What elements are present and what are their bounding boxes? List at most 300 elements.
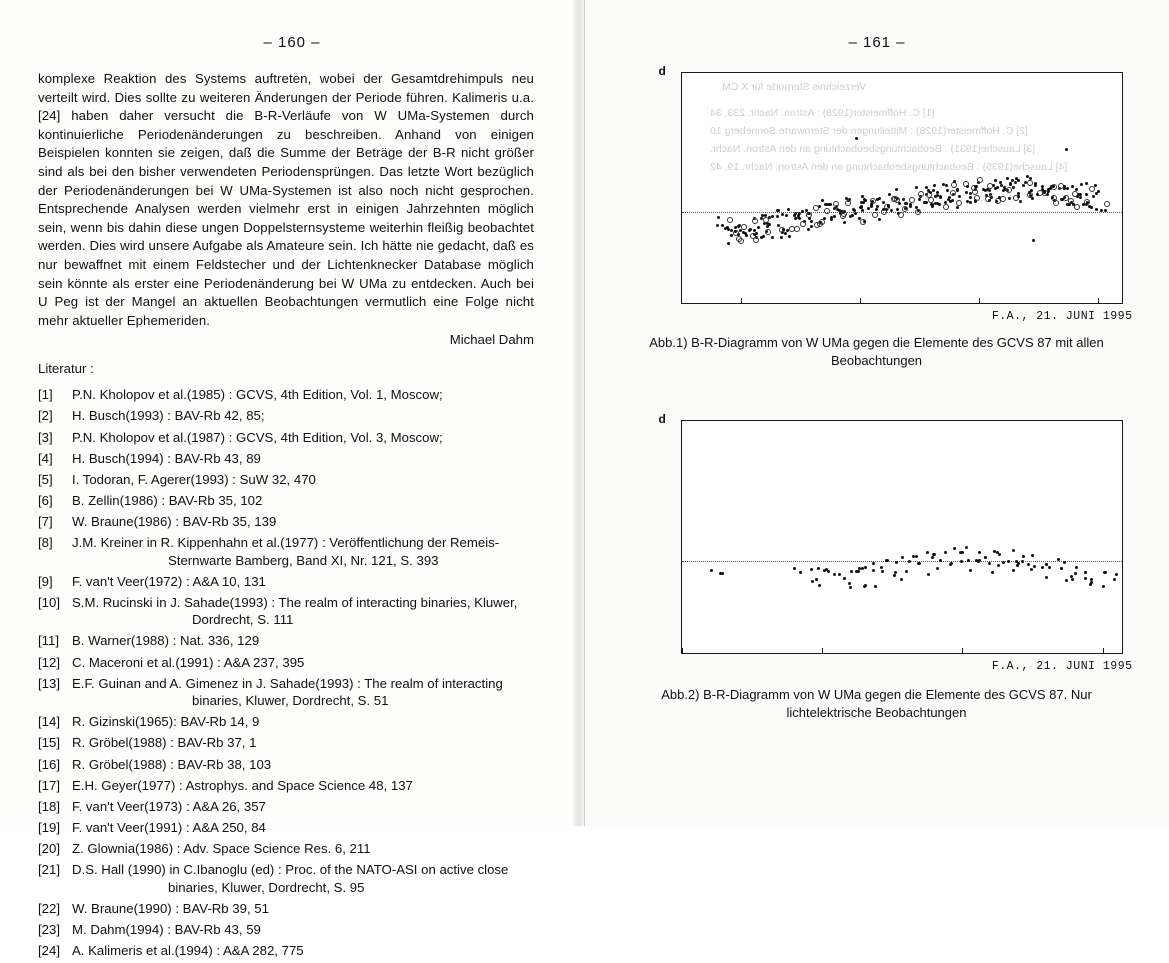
right-page <box>584 0 1169 826</box>
data-point <box>956 200 962 206</box>
data-point <box>787 208 790 211</box>
figure-2-plot <box>609 410 1145 682</box>
data-point <box>817 221 823 227</box>
data-point <box>953 547 956 550</box>
data-point <box>776 215 779 218</box>
data-point <box>1022 555 1025 558</box>
reference-text: H. Busch(1994) : BAV-Rb 43, 89 <box>72 450 534 468</box>
data-point <box>880 566 883 569</box>
data-point <box>1066 187 1069 190</box>
data-point <box>1092 195 1095 198</box>
data-point <box>785 214 788 217</box>
data-point <box>969 196 972 199</box>
data-point <box>939 559 942 562</box>
data-point <box>843 221 846 224</box>
data-point <box>902 198 905 201</box>
data-point <box>1012 186 1015 189</box>
data-point <box>872 569 875 572</box>
reference-item <box>38 471 534 489</box>
data-point <box>849 586 852 589</box>
chart-1-axes <box>681 72 1123 304</box>
main-paragraph: komplexe Reaktion des Systems auftreten, wobei der Gesamtdrehimpuls neu verteilt wird. Dies sollte zu weiteren Änderungen der Periode führen. Kalimeris u.a.[24] haben daher versucht die B-R-Verläufe von W UMa-Systemen durch kontinuierliche Periodenänderungen zu beschreiben. Anhand von einigen Beispielen konnten sie zeigen, daß die Summe der Beträge der B-R nicht größer sind als bei den bisher verwendeten Periodensprüngen. Das letzte Wort bezüglich der Periodenänderungen bei W UMa-Systemen ist also noch nicht gesprochen. Entsprechende Analysen werden vielmehr erst in einigen Jahrzehnten möglich sein, wenn bis dahin diese ungen Doppelsternsysteme weiterhin fleißig beobachtet werden. Dies wird unsere Aufgabe als Amateure sein. Ich hätte nie gedacht, daß es nur bewaffnet mit einem Feldstecher und der Lichtenknecker Database möglich sein könnte als erster eine Periodenänderung bei W UMa zu entdecken. Auch bei U Peg ist der Mangel an aktuellen Beobachtungen vermutlich eine Folge nicht mehr aktueller Ephemeriden. <box>38 70 534 330</box>
figure-1-plot <box>609 62 1145 340</box>
zero-reference-line <box>682 561 1122 562</box>
data-point <box>813 205 819 211</box>
data-point <box>821 199 824 202</box>
data-point <box>918 191 924 197</box>
reference-number: [3] <box>38 429 72 447</box>
y-tick <box>681 91 682 92</box>
reference-text: M. Dahm(1994) : BAV-Rb 43, 59 <box>72 921 534 939</box>
data-point <box>894 571 897 574</box>
data-point <box>931 556 934 559</box>
reference-number: [23] <box>38 921 72 939</box>
data-point <box>961 551 964 554</box>
data-point <box>1026 175 1029 178</box>
data-point <box>1046 193 1049 196</box>
reference-text: W. Braune(1990) : BAV-Rb 39, 51 <box>72 900 534 918</box>
data-point <box>721 224 724 227</box>
data-point <box>1079 196 1082 199</box>
y-axis-unit-label: d <box>659 412 666 426</box>
data-point <box>838 573 841 576</box>
reference-text: B. Zellin(1986) : BAV-Rb 35, 102 <box>72 492 534 510</box>
literature-heading: Literatur : <box>38 361 534 376</box>
data-point <box>878 218 881 221</box>
data-point <box>721 572 724 575</box>
reference-text-line1: D.S. Hall (1990) in C.Ibanoglu (ed) : Proc. of the NATO-ASI on active close <box>72 862 508 877</box>
data-point <box>917 562 920 565</box>
data-point <box>965 191 968 194</box>
data-point <box>1007 560 1010 563</box>
data-point <box>948 196 951 199</box>
data-point <box>1002 561 1005 564</box>
data-point <box>915 186 918 189</box>
data-point <box>878 197 881 200</box>
reference-text: F. van't Veer(1973) : A&A 26, 357 <box>72 798 534 816</box>
data-point <box>949 200 952 203</box>
data-point <box>768 223 771 226</box>
figure-2-credit: F.A., 21. JUNI 1995 <box>992 660 1133 673</box>
data-point <box>1000 196 1006 202</box>
data-point <box>1027 563 1030 566</box>
reference-item <box>38 861 534 896</box>
data-point <box>944 201 947 204</box>
data-point <box>944 551 947 554</box>
data-point <box>912 555 915 558</box>
data-point <box>843 577 846 580</box>
data-point <box>810 225 813 228</box>
reference-number: [6] <box>38 492 72 510</box>
x-tick <box>962 648 963 654</box>
x-tick <box>1103 648 1104 654</box>
data-point <box>794 217 797 220</box>
reference-item <box>38 756 534 774</box>
data-point <box>823 217 826 220</box>
data-point <box>978 551 981 554</box>
y-axis-unit-label: d <box>659 64 666 78</box>
data-point <box>849 215 852 218</box>
reference-text: R. Gizinski(1965): BAV-Rb 14, 9 <box>72 713 534 731</box>
reference-text: F. van't Veer(1991) : A&A 250, 84 <box>72 819 534 837</box>
data-point <box>833 215 836 218</box>
data-point <box>987 183 993 189</box>
reference-text: Z. Glownia(1986) : Adv. Space Science Res. 6, 211 <box>72 840 534 858</box>
data-point <box>1103 571 1106 574</box>
data-point <box>810 568 813 571</box>
data-point <box>1017 562 1020 565</box>
data-point <box>1050 185 1053 188</box>
data-point <box>974 195 980 201</box>
reference-number: [21] <box>38 861 72 896</box>
data-point <box>1104 209 1107 212</box>
data-point <box>1095 208 1098 211</box>
reference-text <box>72 861 534 896</box>
data-point <box>1048 566 1051 569</box>
reference-text: A. Kalimeris et al.(1994) : A&A 282, 775 <box>72 942 534 960</box>
reference-item <box>38 513 534 531</box>
data-point <box>904 202 907 205</box>
reference-number: [13] <box>38 675 72 710</box>
figure-2-caption-line1: Abb.2) B-R-Diagramm von W UMa gegen die Elemente des GCVS 87. Nur <box>609 686 1145 704</box>
data-point <box>749 228 752 231</box>
x-tick <box>860 298 861 304</box>
data-point <box>1115 573 1118 576</box>
reference-item <box>38 675 534 710</box>
data-point <box>1089 186 1095 192</box>
reference-text: B. Warner(1988) : Nat. 336, 129 <box>72 632 534 650</box>
x-tick <box>822 648 823 654</box>
data-point <box>967 559 970 562</box>
data-point <box>833 573 836 576</box>
data-point <box>990 196 993 199</box>
y-tick <box>681 273 682 274</box>
x-tick <box>979 298 980 304</box>
data-point <box>909 205 912 208</box>
data-point <box>872 562 875 565</box>
figure-1-caption-line1: Abb.1) B-R-Diagramm von W UMa gegen die Elemente des GCVS 87 mit allen <box>609 334 1145 352</box>
bleedthrough-text: [4] Lausche(1935) : Beobachtungsbeobachtung an den Astron. Nachr. 19, 42 <box>710 161 1067 173</box>
left-page <box>0 0 584 826</box>
data-point <box>855 570 858 573</box>
reference-text <box>72 534 534 569</box>
reference-text-line2: Sternwarte Bamberg, Band XI, Nr. 121, S. 393 <box>72 552 534 570</box>
data-point <box>793 567 796 570</box>
data-point <box>765 229 771 235</box>
bleedthrough-text: [3] Lausche(1931) : Beobachtungsbeobachtung an den Astron. Nachr. <box>710 143 1035 155</box>
data-point <box>958 195 961 198</box>
data-point <box>932 553 935 556</box>
reference-text <box>72 675 534 710</box>
bleedthrough-text: [1] C. Hoffmeister(1928) : Astron. Nachr. 233, 34 <box>710 107 935 119</box>
data-point <box>966 185 969 188</box>
data-point <box>1084 199 1090 205</box>
data-point <box>1085 193 1088 196</box>
data-point <box>1012 569 1015 572</box>
data-point <box>727 242 730 245</box>
data-point <box>984 556 987 559</box>
data-point <box>874 585 877 588</box>
reference-number: [9] <box>38 573 72 591</box>
data-point <box>1071 185 1074 188</box>
data-point <box>975 185 978 188</box>
figure-1-credit: F.A., 21. JUNI 1995 <box>992 310 1133 323</box>
data-point <box>929 191 932 194</box>
data-point <box>1074 572 1077 575</box>
reference-item <box>38 777 534 795</box>
reference-text-line1: E.F. Guinan and A. Gimenez in J. Sahade(1993) : The realm of interacting <box>72 676 503 691</box>
data-point <box>1065 148 1068 151</box>
data-point <box>788 235 791 238</box>
reference-item <box>38 534 534 569</box>
data-point <box>988 189 991 192</box>
data-point <box>997 564 1000 567</box>
data-point <box>1030 189 1033 192</box>
data-point <box>1104 201 1110 207</box>
data-point <box>1072 191 1078 197</box>
data-point <box>1017 195 1020 198</box>
data-point <box>932 189 935 192</box>
data-point <box>841 211 847 217</box>
data-point <box>818 584 821 587</box>
reference-text-line1: S.M. Rucinski in J. Sahade(1993) : The realm of interacting binaries, Kluwer, <box>72 595 517 610</box>
reference-number: [14] <box>38 713 72 731</box>
data-point <box>824 203 827 206</box>
data-point <box>927 573 930 576</box>
reference-number: [5] <box>38 471 72 489</box>
data-point <box>1006 177 1009 180</box>
data-point <box>898 212 904 218</box>
data-point <box>727 217 733 223</box>
reference-text: W. Braune(1986) : BAV-Rb 35, 139 <box>72 513 534 531</box>
data-point <box>1041 566 1044 569</box>
data-point <box>936 567 939 570</box>
data-point <box>965 546 968 549</box>
data-point <box>799 571 802 574</box>
data-point <box>854 212 857 215</box>
data-point <box>1084 571 1087 574</box>
data-point <box>895 188 898 191</box>
reference-text-line2: binaries, Kluwer, Dordrecht, S. 95 <box>72 879 534 897</box>
data-point <box>1084 577 1087 580</box>
reference-text-line2: Dordrecht, S. 111 <box>72 611 534 629</box>
reference-text: P.N. Kholopov et al.(1987) : GCVS, 4th Edition, Vol. 3, Moscow; <box>72 429 534 447</box>
data-point <box>1032 239 1035 242</box>
x-tick <box>1098 298 1099 304</box>
data-point <box>1074 204 1080 210</box>
figure-1 <box>609 62 1145 340</box>
x-tick <box>682 648 683 654</box>
data-point <box>895 561 898 564</box>
data-point <box>753 229 756 232</box>
data-point <box>798 212 801 215</box>
data-point <box>887 204 890 207</box>
data-point <box>738 238 744 244</box>
data-point <box>905 570 908 573</box>
data-point <box>848 582 851 585</box>
data-point <box>864 199 867 202</box>
data-point <box>710 569 713 572</box>
data-point <box>888 193 891 196</box>
data-point <box>730 234 733 237</box>
data-point <box>815 578 818 581</box>
data-point <box>896 208 899 211</box>
data-point <box>867 207 870 210</box>
data-point <box>994 179 997 182</box>
y-tick <box>681 500 682 501</box>
data-point <box>855 137 858 140</box>
data-point <box>833 201 839 207</box>
data-point <box>781 213 784 216</box>
data-point <box>946 189 949 192</box>
data-point <box>1021 560 1024 563</box>
bleedthrough-text: Verzeichnis Sternorte für X CM <box>722 81 866 93</box>
reference-item <box>38 942 534 960</box>
reference-number: [1] <box>38 386 72 404</box>
reference-item <box>38 840 534 858</box>
data-point <box>745 234 748 237</box>
bleedthrough-text: [2] C. Hoffmeister(1928) : Mitteilungen der Sternwarte Sonneberg 10 <box>710 125 1028 137</box>
data-point <box>1045 576 1048 579</box>
reference-text: I. Todoran, F. Agerer(1993) : SuW 32, 470 <box>72 471 534 489</box>
data-point <box>1027 180 1033 186</box>
data-point <box>915 555 918 558</box>
data-point <box>757 226 760 229</box>
data-point <box>771 236 774 239</box>
reference-text-line1: J.M. Kreiner in R. Kippenhahn et al.(1977) : Veröffentlichung der Remeis- <box>72 535 499 550</box>
data-point <box>1029 177 1032 180</box>
data-point <box>872 212 878 218</box>
data-point <box>782 228 785 231</box>
reference-number: [17] <box>38 777 72 795</box>
data-point <box>1019 200 1022 203</box>
data-point <box>876 205 879 208</box>
reference-item <box>38 429 534 447</box>
data-point <box>1090 206 1093 209</box>
data-point <box>1060 567 1063 570</box>
data-point <box>984 189 987 192</box>
reference-item <box>38 450 534 468</box>
right-page-number: – 161 – <box>585 34 1169 51</box>
data-point <box>918 198 921 201</box>
data-point <box>741 224 747 230</box>
data-point <box>864 584 867 587</box>
data-point <box>1075 566 1078 569</box>
reference-number: [15] <box>38 734 72 752</box>
data-point <box>901 556 904 559</box>
reference-item <box>38 594 534 629</box>
reference-item <box>38 819 534 837</box>
data-point <box>1063 561 1066 564</box>
data-point <box>893 574 896 577</box>
data-point <box>998 553 1001 556</box>
data-point <box>830 218 833 221</box>
data-point <box>717 216 720 219</box>
data-point <box>762 235 765 238</box>
data-point <box>870 203 873 206</box>
data-point <box>861 567 864 570</box>
data-point <box>734 226 737 229</box>
reference-item <box>38 407 534 425</box>
reference-text: E.H. Geyer(1977) : Astrophys. and Space Science 48, 137 <box>72 777 534 795</box>
reference-text-line2: binaries, Kluwer, Dordrecht, S. 51 <box>72 692 534 710</box>
reference-text: C. Maceroni et al.(1991) : A&A 237, 395 <box>72 654 534 672</box>
chart-2-axes <box>681 420 1123 654</box>
data-point <box>936 191 939 194</box>
data-point <box>956 189 959 192</box>
data-point <box>1095 192 1098 195</box>
figure-2-caption-line2: lichtelektrische Beobachtungen <box>609 704 1145 722</box>
data-point <box>753 237 759 243</box>
data-point <box>881 570 884 573</box>
reference-number: [18] <box>38 798 72 816</box>
data-point <box>977 177 983 183</box>
data-point <box>933 184 936 187</box>
reference-item <box>38 734 534 752</box>
data-point <box>1043 190 1046 193</box>
data-point <box>784 232 787 235</box>
reference-item <box>38 713 534 731</box>
reference-text: P.N. Kholopov et al.(1985) : GCVS, 4th Edition, Vol. 1, Moscow; <box>72 386 534 404</box>
data-point <box>730 229 733 232</box>
reference-number: [16] <box>38 756 72 774</box>
x-tick <box>741 298 742 304</box>
data-point <box>1065 579 1068 582</box>
data-point <box>752 218 758 224</box>
figure-1-caption-line2: Beobachtungen <box>609 352 1145 370</box>
data-point <box>875 208 878 211</box>
data-point <box>845 200 851 206</box>
reference-number: [22] <box>38 900 72 918</box>
data-point <box>1080 183 1083 186</box>
data-point <box>969 201 972 204</box>
data-point <box>850 570 853 573</box>
data-point <box>926 551 929 554</box>
data-point <box>1036 193 1039 196</box>
data-point <box>1053 200 1059 206</box>
data-point <box>742 231 745 234</box>
reference-number: [24] <box>38 942 72 960</box>
data-point <box>817 567 820 570</box>
y-tick <box>681 622 682 623</box>
data-point <box>716 224 719 227</box>
reference-number: [2] <box>38 407 72 425</box>
data-point <box>956 206 959 209</box>
data-point <box>1089 583 1092 586</box>
reference-text: F. van't Veer(1972) : A&A 10, 131 <box>72 573 534 591</box>
reference-text: R. Gröbel(1988) : BAV-Rb 37, 1 <box>72 734 534 752</box>
data-point <box>943 204 949 210</box>
data-point <box>938 203 941 206</box>
data-point <box>864 566 867 569</box>
data-point <box>925 186 928 189</box>
data-point <box>1022 184 1025 187</box>
reference-item <box>38 654 534 672</box>
data-point <box>777 209 780 212</box>
reference-number: [10] <box>38 594 72 629</box>
reference-number: [8] <box>38 534 72 569</box>
data-point <box>780 236 783 239</box>
data-point <box>771 215 774 218</box>
data-point <box>908 560 911 563</box>
reference-number: [20] <box>38 840 72 858</box>
data-point <box>1071 578 1074 581</box>
reference-text: H. Busch(1993) : BAV-Rb 42, 85; <box>72 407 534 425</box>
data-point <box>794 226 800 232</box>
data-point <box>853 209 856 212</box>
data-point <box>1097 190 1100 193</box>
data-point <box>1113 578 1116 581</box>
